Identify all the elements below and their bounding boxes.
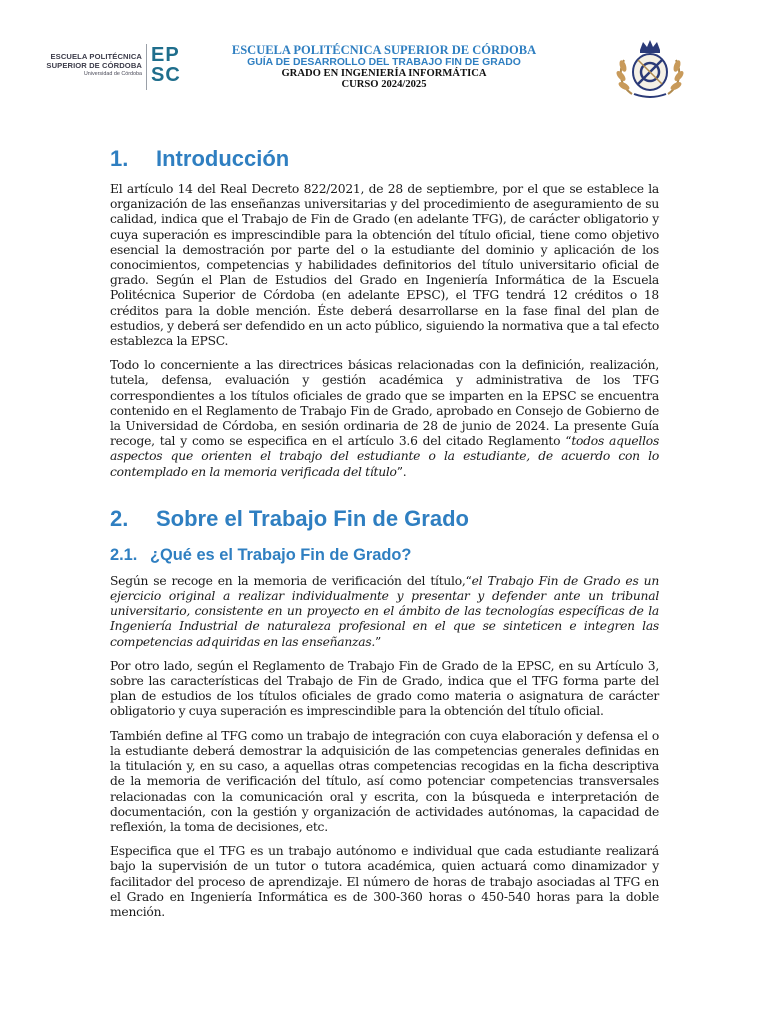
paragraph-text: Según se recoge en la memoria de verificación del título,“	[110, 573, 472, 588]
quoted-text: el Trabajo Fin de Grado es un ejercicio original a realizar individualmente y presentar y defender ante un tribunal universitario, consistente en un proyecto en el ámbito de las tecnologías específicas de la Ingeniería Industrial de naturaleza profesional en el que se sinteticen e integren las competencias adquiridas en las enseñanzas.	[110, 573, 659, 649]
paragraph: Especifica que el TFG es un trabajo autónomo e individual que cada estudiante realizará bajo la supervisión de un tutor o tutora académica, quien actuará como dinamizador y facilitador del proceso de aprendizaje. El número de horas de trabajo asociadas al TFG en el Grado en Ingeniería Informática es de 300-360 horas o 450-540 horas para la doble mención.	[110, 844, 659, 919]
quoted-text: todos aquellos aspectos que orienten el trabajo del estudiante o la estudiante, de acuerdo con lo contemplado en la memoria verificada del título	[110, 434, 660, 479]
subsection-number: 2.1.	[110, 545, 138, 564]
epsc-mark	[151, 45, 187, 85]
section-number: 1.	[110, 146, 129, 171]
subsection-heading-que-es-tfg	[110, 544, 659, 566]
logo-divider	[146, 44, 147, 90]
section-heading-sobre-tfg	[110, 504, 659, 534]
epsc-mark-bottom: SC	[151, 64, 181, 86]
header-titles	[200, 44, 568, 90]
document-body	[110, 140, 659, 920]
logo-line-2: SUPERIOR DE CÓRDOBA	[46, 61, 142, 70]
section-title: Sobre el Trabajo Fin de Grado	[156, 505, 469, 531]
paragraph	[110, 574, 659, 650]
paragraph-text: Todo lo concerniente a las directrices básicas relacionadas con la definición, realización, tutela, defensa, evaluación y gestión académica y administrativa de los TFG correspondientes a los títulos oficiales de grado que se imparten en la EPSC se encuentra contenido en el Reglamento de Trabajo Fin de Grado, aprobado en Consejo de Gobierno de la Universidad de Córdoba, en sesión ordinaria de 28 de junio de 2024. La presente Guía recoge, tal y como se especifica en el artículo 3.6 del citado Reglamento “	[110, 358, 659, 449]
page-header	[0, 0, 768, 110]
paragraph	[110, 358, 659, 480]
logo-line-3: Universidad de Córdoba	[83, 71, 142, 77]
logo-line-1: ESCUELA POLITÉCNICA	[50, 52, 142, 61]
epsc-logo	[34, 44, 184, 90]
paragraph-text: ”.	[396, 464, 407, 479]
school-name: ESCUELA POLITÉCNICA SUPERIOR DE CÓRDOBA	[231, 43, 537, 57]
epsc-mark-top: EP	[151, 44, 180, 66]
paragraph-text: ”	[375, 634, 382, 649]
degree-name: GRADO EN INGENIERÍA INFORMÁTICA	[281, 68, 487, 79]
course-year: CURSO 2024/2025	[341, 79, 427, 90]
guide-title: GUÍA DE DESARROLLO DEL TRABAJO FIN DE GRADO	[247, 57, 521, 68]
subsection-title: ¿Qué es el Trabajo Fin de Grado?	[150, 545, 412, 564]
paragraph: El artículo 14 del Real Decreto 822/2021, de 28 de septiembre, por el que se establece la organización de las enseñanzas universitarias y del procedimiento de aseguramiento de su calidad, indica que el Trabajo de Fin de Grado (en adelante TFG), de carácter obligatorio y cuya superación es imprescindible para la obtención del título oficial, tiene como objetivo esencial la demostración por parte del o la estudiante del dominio y aplicación de los conocimientos, competencias y habilidades definitorios del título universitario oficial de grado. Según el Plan de Estudios del Grado en Ingeniería Informática de la Escuela Politécnica Superior de Córdoba (en adelante EPSC), el TFG tendrá 12 créditos o 18 créditos para la doble mención. Éste deberá desarrollarse en la fase final del plan de estudios, y deberá ser defendido en un acto público, siguiendo la normativa que a tal efecto establezca la EPSC.	[110, 182, 659, 349]
logo-text	[34, 52, 142, 78]
paragraph: Por otro lado, según el Reglamento de Trabajo Fin de Grado de la EPSC, en su Artículo 3, sobre las características del Trabajo de Fin de Grado, indica que el TFG forma parte del plan de estudios de los títulos oficiales de grado como materia o asignatura de carácter obligatorio y cuya superación es imprescindible para la obtención del título oficial.	[110, 658, 659, 719]
section-number: 2.	[110, 505, 129, 531]
section-heading-introduccion	[110, 144, 659, 174]
section-title: Introducción	[156, 146, 290, 171]
university-crest-icon	[612, 36, 688, 100]
paragraph: También define al TFG como un trabajo de integración con cuya elaboración y defensa el o la estudiante deberá demostrar la adquisición de las competencias generales definidas en la titulación y, en su caso, a aquellas otras competencias recogidas en la ficha descriptiva de la memoria de verificación del título, así como potenciar competencias transversales relacionadas con la comunicación oral y escrita, con la búsqueda e interpretación de documentación, con la gestión y organización de actividades autónomas, la capacidad de reflexión, la toma de decisiones, etc.	[110, 728, 659, 834]
